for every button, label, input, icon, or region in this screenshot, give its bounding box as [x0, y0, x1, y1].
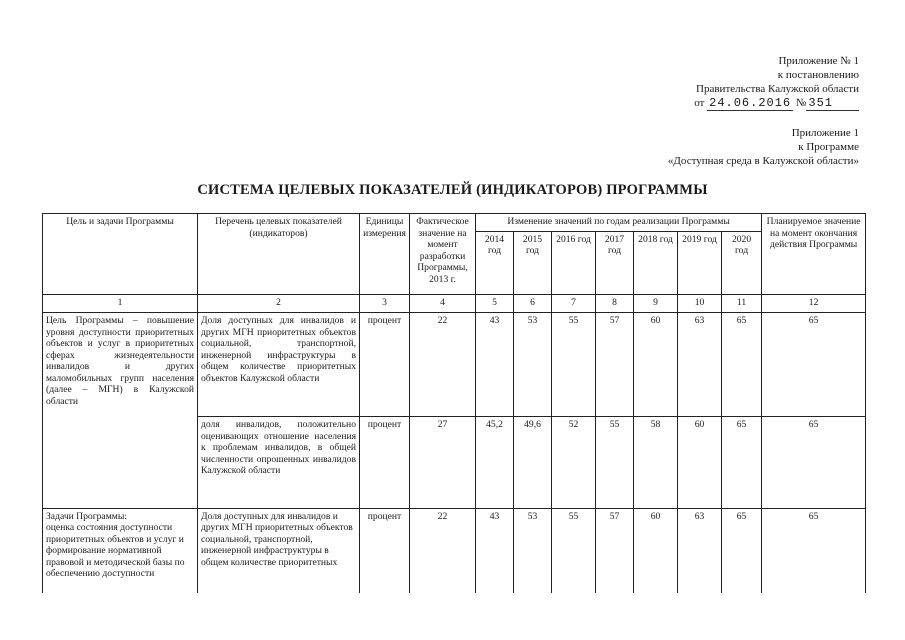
year-value: 57: [596, 508, 634, 593]
indicator-name: доля инвалидов, положительно оценивающих отношение населения к проблемам инвалидов, в общей численности опрошенных инвалидов Калужской области: [198, 417, 360, 508]
header-line: к Программе: [798, 141, 859, 153]
appendix-header-program: [668, 126, 859, 168]
header-year: 2020 год: [722, 231, 762, 295]
year-value: 55: [596, 417, 634, 508]
year-value: 43: [476, 313, 514, 417]
header-year: 2019 год: [678, 231, 722, 295]
unit: процент: [360, 313, 410, 417]
document-title: СИСТЕМА ЦЕЛЕВЫХ ПОКАЗАТЕЛЕЙ (ИНДИКАТОРОВ) ПРОГРАММЫ: [197, 182, 708, 198]
actual-value: 22: [410, 508, 476, 593]
table-row: [43, 508, 866, 593]
indicator-name: Доля доступных для инвалидов и других МГН приоритетных объектов социальной, транспортной, инженерной инфраструктуры в общем количестве приоритетных: [198, 508, 360, 593]
year-value: 57: [596, 313, 634, 417]
unit: процент: [360, 508, 410, 593]
header-year: 2017 год: [596, 231, 634, 295]
column-number: 12: [762, 295, 866, 313]
actual-value: 27: [410, 417, 476, 508]
column-number: 2: [198, 295, 360, 313]
actual-value: 22: [410, 313, 476, 417]
year-value: 60: [634, 508, 678, 593]
header-units: Единицы измерения: [360, 214, 410, 295]
program-goal: Цель Программы – повышение уровня доступности приоритетных объектов и услуг в приоритетных сферах жизнедеятельности инвалидов и других маломобильных групп населения (далее – МГН) в Калужской области: [43, 313, 198, 508]
year-value: 53: [514, 313, 552, 417]
resolution-date: 24.06.2016: [709, 96, 792, 110]
year-value: 52: [552, 417, 596, 508]
column-number: 10: [678, 295, 722, 313]
column-number: 7: [552, 295, 596, 313]
resolution-number: 351: [806, 96, 859, 111]
year-value: 63: [678, 508, 722, 593]
column-number: 8: [596, 295, 634, 313]
planned-value: 65: [762, 508, 866, 593]
program-tasks: Задачи Программы: оценка состояния доступности приоритетных объектов и услуг и формирование нормативной правовой и методической базы по обеспечению доступности: [43, 508, 198, 593]
year-value: 45,2: [476, 417, 514, 508]
resolution-date-line: [694, 96, 859, 110]
column-number: 6: [514, 295, 552, 313]
header-year: 2014 год: [476, 231, 514, 295]
number-sign: №: [795, 97, 807, 109]
planned-value: 65: [762, 313, 866, 417]
year-value: 65: [722, 417, 762, 508]
header-year: 2018 год: [634, 231, 678, 295]
header-planned: Планируемое значение на момент окончания действия Программы: [762, 214, 866, 295]
table-row: [43, 313, 866, 417]
header-line: к постановлению: [777, 69, 859, 81]
year-value: 43: [476, 508, 514, 593]
column-number: 1: [43, 295, 198, 313]
year-value: 58: [634, 417, 678, 508]
column-number: 3: [360, 295, 410, 313]
year-value: 60: [678, 417, 722, 508]
unit: процент: [360, 417, 410, 508]
header-goal: Цель и задачи Программы: [43, 214, 198, 295]
header-change: Изменение значений по годам реализации Программы: [476, 214, 762, 232]
year-value: 53: [514, 508, 552, 593]
year-value: 63: [678, 313, 722, 417]
year-value: 65: [722, 313, 762, 417]
year-value: 65: [722, 508, 762, 593]
year-value: 55: [552, 508, 596, 593]
from-label: от: [694, 97, 705, 109]
year-value: 55: [552, 313, 596, 417]
year-value: 60: [634, 313, 678, 417]
header-year: 2016 год: [552, 231, 596, 295]
planned-value: 65: [762, 417, 866, 508]
header-line: «Доступная среда в Калужской области»: [667, 155, 859, 167]
column-number: 11: [722, 295, 762, 313]
column-number: 5: [476, 295, 514, 313]
column-number: 9: [634, 295, 678, 313]
year-value: 49,6: [514, 417, 552, 508]
header-line: Правительства Калужской области: [696, 83, 859, 95]
header-actual: Фактическое значение на момент разработки Программы, 2013 г.: [410, 214, 476, 295]
header-indicators: Перечень целевых показателей (индикаторов): [198, 214, 360, 295]
header-line: Приложение 1: [791, 127, 859, 139]
column-number-row: [43, 295, 866, 313]
header-year: 2015 год: [514, 231, 552, 295]
column-number: 4: [410, 295, 476, 313]
indicator-name: Доля доступных для инвалидов и других МГН приоритетных объектов социальной, транспортной, инженерной инфраструктуры в общем количестве приоритетных объектов Калужской области: [198, 313, 360, 417]
indicators-table: [42, 213, 866, 593]
header-line: Приложение № 1: [778, 55, 859, 67]
appendix-header-resolution: [694, 54, 859, 110]
